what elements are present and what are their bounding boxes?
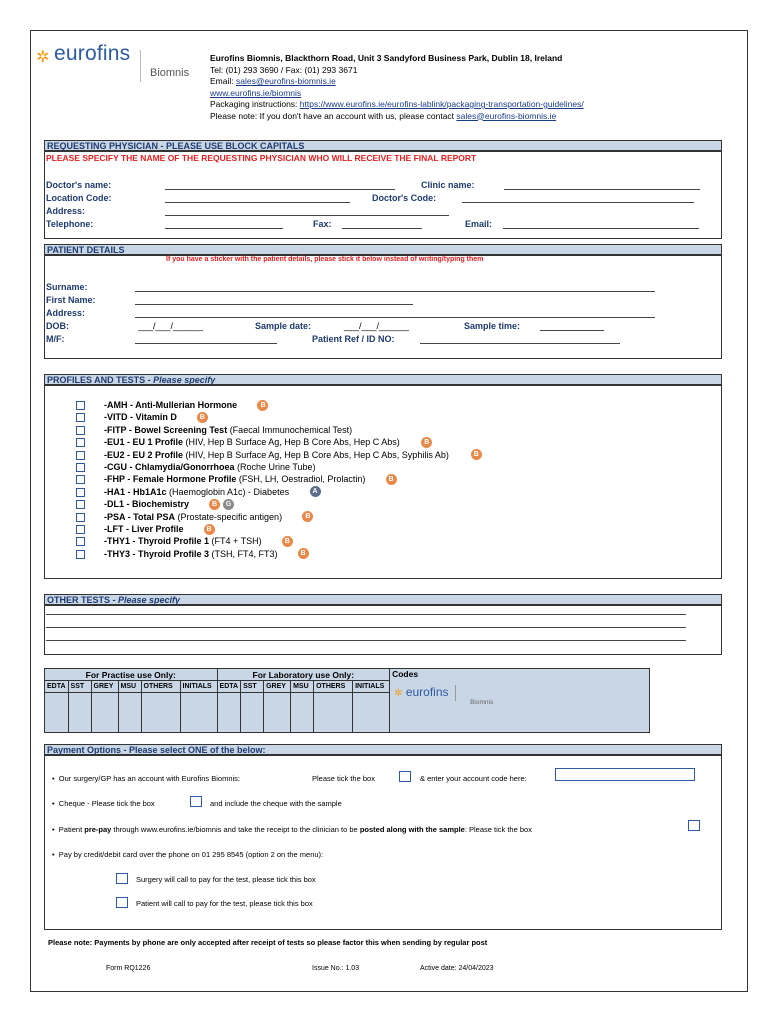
surgery-call-checkbox[interactable] — [116, 873, 128, 884]
test-code: -PSA - Total PSA — [104, 511, 176, 522]
test-detail: (HIV, Hep B Surface Ag, Hep B Core Abs, Hep C Abs) — [183, 437, 400, 448]
brand-name: eurofins — [54, 42, 131, 65]
codes-cell — [390, 669, 650, 733]
packaging-link[interactable]: https://www.eurofins.ie/eurofins-lablink/packaging-transportation-guidelines/ — [299, 99, 584, 109]
patient-address-label: Address: — [46, 308, 86, 318]
test-item — [104, 450, 449, 460]
payment-section-title: Payment Options - Please select ONE of the below: — [44, 744, 722, 755]
lab-column-header: MSU — [291, 681, 314, 693]
physician-email-label: Email: — [465, 219, 493, 229]
test-checkbox[interactable] — [76, 475, 85, 484]
lab-cell[interactable] — [291, 693, 314, 733]
lab-column-header: GREY — [264, 681, 291, 693]
lab-use-header: For Laboratory use Only: — [217, 669, 390, 681]
location-code-field[interactable] — [165, 202, 350, 203]
eurofins-logo-icon: ✲ — [394, 688, 403, 700]
test-item — [104, 474, 365, 484]
lab-cell[interactable] — [217, 693, 241, 733]
lab-column-header: SST — [68, 681, 91, 693]
practise-use-header: For Practise use Only: — [45, 669, 218, 681]
test-checkbox[interactable] — [76, 426, 85, 435]
sample-date-label: Sample date: — [255, 321, 312, 331]
lab-column-header: INITIALS — [180, 681, 217, 693]
prepay-text-c: through www.eurofins.ie/biomnis and take the receipt to the clinician to be — [111, 825, 360, 834]
other-tests-line[interactable] — [46, 614, 686, 615]
test-checkbox[interactable] — [76, 463, 85, 472]
prepay-text-d: posted along with the sample — [359, 825, 465, 834]
clinic-name-field[interactable] — [504, 189, 700, 190]
sample-type-badge: B — [257, 400, 268, 411]
sample-type-badge: B — [471, 449, 482, 460]
profiles-section-title — [44, 374, 722, 385]
lab-column-header: OTHERS — [141, 681, 180, 693]
payment-option-cheque-text: Cheque - Please tick the box — [58, 799, 155, 808]
test-code: -EU2 - EU 2 Profile — [104, 449, 184, 460]
dob-label: DOB: — [46, 321, 69, 331]
payment-option-account-text: Our surgery/GP has an account with Eurofins Biomnis: — [58, 774, 240, 783]
lab-column-header: EDTA — [217, 681, 241, 693]
email-label: Email: — [210, 76, 236, 86]
test-checkbox[interactable] — [76, 525, 85, 534]
payment-option-prepay: • Patient pre-pay through www.eurofins.ie/biomnis and take the receipt to the clinician to be posted along with the sample: Please tick the box — [52, 825, 532, 834]
payment-option-cheque: • Cheque - Please tick the box — [52, 799, 155, 808]
lab-cell[interactable] — [118, 693, 141, 733]
doctor-name-label: Doctor's name: — [46, 180, 112, 190]
test-item — [104, 536, 262, 546]
telephone-label: Telephone: — [46, 219, 94, 229]
account-tick-label: Please tick the box — [312, 774, 375, 783]
company-address: Eurofins Biomnis, Blackthorn Road, Unit 3 Sandyford Business Park, Dublin 18, Ireland — [210, 53, 563, 63]
lab-column-header: MSU — [118, 681, 141, 693]
test-checkbox[interactable] — [76, 500, 85, 509]
lab-cell[interactable] — [241, 693, 264, 733]
packaging-label: Packaging instructions: — [210, 99, 300, 109]
test-item — [104, 524, 184, 534]
test-checkbox[interactable] — [76, 438, 85, 447]
test-checkbox[interactable] — [76, 413, 85, 422]
lab-column-header: SST — [241, 681, 264, 693]
lab-cell[interactable] — [314, 693, 353, 733]
test-detail: (FSH, LH, Oestradiol, Prolactin) — [236, 474, 366, 485]
sub-brand: Biomnis — [150, 67, 190, 79]
sample-type-badge: B — [302, 511, 313, 522]
patient-ref-label: Patient Ref / ID NO: — [312, 334, 395, 344]
test-checkbox[interactable] — [76, 451, 85, 460]
surname-label: Surname: — [46, 282, 88, 292]
eurofins-logo-icon: ✲ — [36, 49, 50, 66]
surgery-call-text: Surgery will call to pay for the test, please tick this box — [136, 875, 316, 884]
website-link[interactable]: www.eurofins.ie/biomnis — [210, 87, 302, 98]
telephone-field[interactable] — [165, 228, 283, 229]
cheque-after-text: and include the cheque with the sample — [210, 799, 342, 808]
test-detail: (TSH, FT4, FT3) — [209, 548, 278, 559]
eurofins-logo — [36, 42, 146, 82]
physician-instruction: PLEASE SPECIFY THE NAME OF THE REQUESTING PHYSICIAN WHO WILL RECEIVE THE FINAL REPORT — [46, 153, 477, 163]
sample-type-badge: B — [298, 548, 309, 559]
test-item — [104, 487, 289, 497]
test-code: -DL1 - Biochemistry — [104, 499, 190, 510]
profiles-title: PROFILES AND TESTS - — [47, 375, 154, 385]
other-tests-line[interactable] — [46, 640, 686, 641]
logo-divider — [140, 50, 141, 82]
sample-type-badge: B — [209, 499, 220, 510]
test-item — [104, 549, 278, 559]
payment-option-account: • Our surgery/GP has an account with Eurofins Biomnis: — [52, 774, 240, 783]
email-link[interactable]: sales@eurofins-biomnis.ie — [235, 76, 336, 86]
lab-column-header: INITIALS — [353, 681, 390, 693]
surname-field[interactable] — [135, 291, 655, 292]
patient-call-checkbox[interactable] — [116, 897, 128, 908]
lab-cell[interactable] — [353, 693, 390, 733]
test-code: -FHP - Female Hormone Profile — [104, 474, 237, 485]
sample-time-label: Sample time: — [464, 321, 521, 331]
test-code: -VITD - Vitamin D — [104, 412, 177, 423]
test-code: -EU1 - EU 1 Profile — [104, 437, 184, 448]
test-item — [104, 400, 237, 410]
physician-address-field[interactable] — [165, 215, 449, 216]
test-detail: (Faecal Immunochemical Test) — [227, 424, 353, 435]
test-code: -LFT - Liver Profile — [104, 524, 184, 534]
cheque-checkbox[interactable] — [190, 796, 202, 807]
patient-address-field[interactable] — [135, 317, 655, 318]
fax-label: Fax: — [313, 219, 332, 229]
test-checkbox[interactable] — [76, 401, 85, 410]
sample-type-badge: B — [197, 412, 208, 423]
physician-section-title: REQUESTING PHYSICIAN - PLEASE USE BLOCK CAPITALS — [44, 140, 722, 151]
sample-type-badge: B — [386, 474, 397, 485]
lab-column-header: OTHERS — [314, 681, 353, 693]
lab-cell[interactable] — [91, 693, 118, 733]
prepay-text-e: : Please tick the box — [464, 825, 532, 834]
test-code: -FITP - Bowel Screening Test — [104, 424, 228, 435]
note-label: Please note: If you don't have an account with us, please contact — [210, 110, 457, 121]
sample-type-badge: A — [310, 486, 321, 497]
header-contact — [210, 53, 584, 122]
test-checkbox[interactable] — [76, 550, 85, 559]
sample-date-field[interactable]: ___/___/______ — [344, 321, 410, 331]
test-item — [104, 425, 352, 435]
codes-header: Codes — [392, 669, 419, 679]
payment-note: Please note: Payments by phone are only accepted after receipt of tests so please factor this when sending by regular post — [48, 938, 488, 947]
test-checkbox[interactable] — [76, 488, 85, 497]
codes-logo-divider — [455, 685, 456, 701]
location-code-label: Location Code: — [46, 193, 112, 203]
prepay-checkbox[interactable] — [688, 820, 700, 831]
mf-label: M/F: — [46, 334, 65, 344]
lab-column-header: GREY — [91, 681, 118, 693]
fax-field[interactable] — [342, 228, 422, 229]
sample-type-badge: B — [282, 536, 293, 547]
sample-type-badge: B — [204, 524, 215, 535]
active-date: Active date: 24/04/2023 — [420, 965, 494, 972]
test-item — [104, 499, 189, 509]
test-detail: (HIV, Hep B Surface Ag, Hep B Core Abs, Hep C Abs, Syphilis Ab) — [183, 449, 449, 460]
physician-address-label: Address: — [46, 206, 86, 216]
other-tests-section — [44, 605, 722, 655]
lab-cell[interactable] — [45, 693, 69, 733]
payment-option-card: • Pay by credit/debit card over the phone on 01 295 8545 (option 2 on the menu): — [52, 850, 324, 859]
clinic-name-label: Clinic name: — [421, 180, 475, 190]
test-item — [104, 462, 316, 472]
test-code: -HA1 - Hb1A1c — [104, 486, 167, 497]
profiles-title-em: Please specify — [153, 375, 216, 385]
test-item — [104, 437, 400, 447]
lab-cell[interactable] — [264, 693, 291, 733]
test-detail: (Roche Urine Tube) — [234, 462, 316, 472]
lab-cell[interactable] — [180, 693, 217, 733]
lab-cell[interactable] — [141, 693, 180, 733]
note-email-link[interactable]: sales@eurofins-biomnis.ie — [456, 110, 557, 121]
test-code: -THY3 - Thyroid Profile 3 — [104, 548, 210, 559]
sample-type-badge: G — [223, 499, 234, 510]
prepay-text-b: pre-pay — [84, 825, 112, 834]
issue-number: Issue No.: 1.03 — [312, 965, 360, 972]
test-detail: (Haemoglobin A1c) - Diabetes — [166, 486, 290, 497]
physician-email-field[interactable] — [503, 228, 699, 229]
test-item — [104, 512, 282, 522]
patient-section-title: PATIENT DETAILS — [44, 244, 722, 255]
test-detail: (FT4 + TSH) — [209, 536, 262, 547]
account-checkbox[interactable] — [399, 771, 411, 782]
payment-option-card-text: Pay by credit/debit card over the phone on 01 295 8545 (option 2 on the menu): — [58, 850, 324, 859]
other-tests-section-title — [44, 594, 722, 605]
patient-call-text: Patient will call to pay for the test, please tick this box — [136, 899, 313, 908]
company-phone: Tel: (01) 293 3690 / Fax: (01) 293 3671 — [210, 64, 358, 75]
test-checkbox[interactable] — [76, 537, 85, 546]
other-tests-title-em: Please specify — [118, 595, 181, 605]
lab-cell[interactable] — [68, 693, 91, 733]
test-checkbox[interactable] — [76, 513, 85, 522]
codes-brand: eurofins — [405, 685, 449, 700]
lab-column-header: EDTA — [45, 681, 69, 693]
first-name-label: First Name: — [46, 295, 96, 305]
lab-use-table — [44, 668, 650, 733]
first-name-field[interactable] — [135, 304, 413, 305]
dob-field[interactable]: ___/___/______ — [138, 321, 204, 331]
form-number: Form RQ1226 — [106, 965, 151, 972]
test-item — [104, 412, 177, 422]
sample-type-badge: B — [421, 437, 432, 448]
doctors-code-field[interactable] — [462, 202, 694, 203]
sample-time-field[interactable] — [540, 330, 604, 331]
test-code: -THY1 - Thyroid Profile 1 — [104, 536, 210, 547]
other-tests-title: OTHER TESTS - — [47, 595, 119, 605]
doctor-name-field[interactable] — [165, 189, 395, 190]
test-code: -CGU - Chlamydia/Gonorrhoea — [104, 462, 235, 472]
mf-field[interactable] — [135, 343, 277, 344]
patient-ref-field[interactable] — [420, 343, 620, 344]
codes-logo — [394, 685, 461, 701]
prepay-text-a: Patient — [58, 825, 85, 834]
test-code: -AMH - Anti-Mullerian Hormone — [104, 400, 238, 410]
test-detail: (Prostate-specific antigen) — [175, 511, 283, 522]
sticker-note: If you have a sticker with the patient details, please stick it below instead of writing/typing them — [166, 256, 484, 263]
account-code-label: & enter your account code here: — [420, 774, 527, 783]
other-tests-line[interactable] — [46, 627, 686, 628]
account-code-input[interactable] — [555, 768, 695, 781]
doctors-code-label: Doctor's Code: — [372, 193, 437, 203]
codes-sub-brand: Biomnis — [470, 699, 494, 706]
